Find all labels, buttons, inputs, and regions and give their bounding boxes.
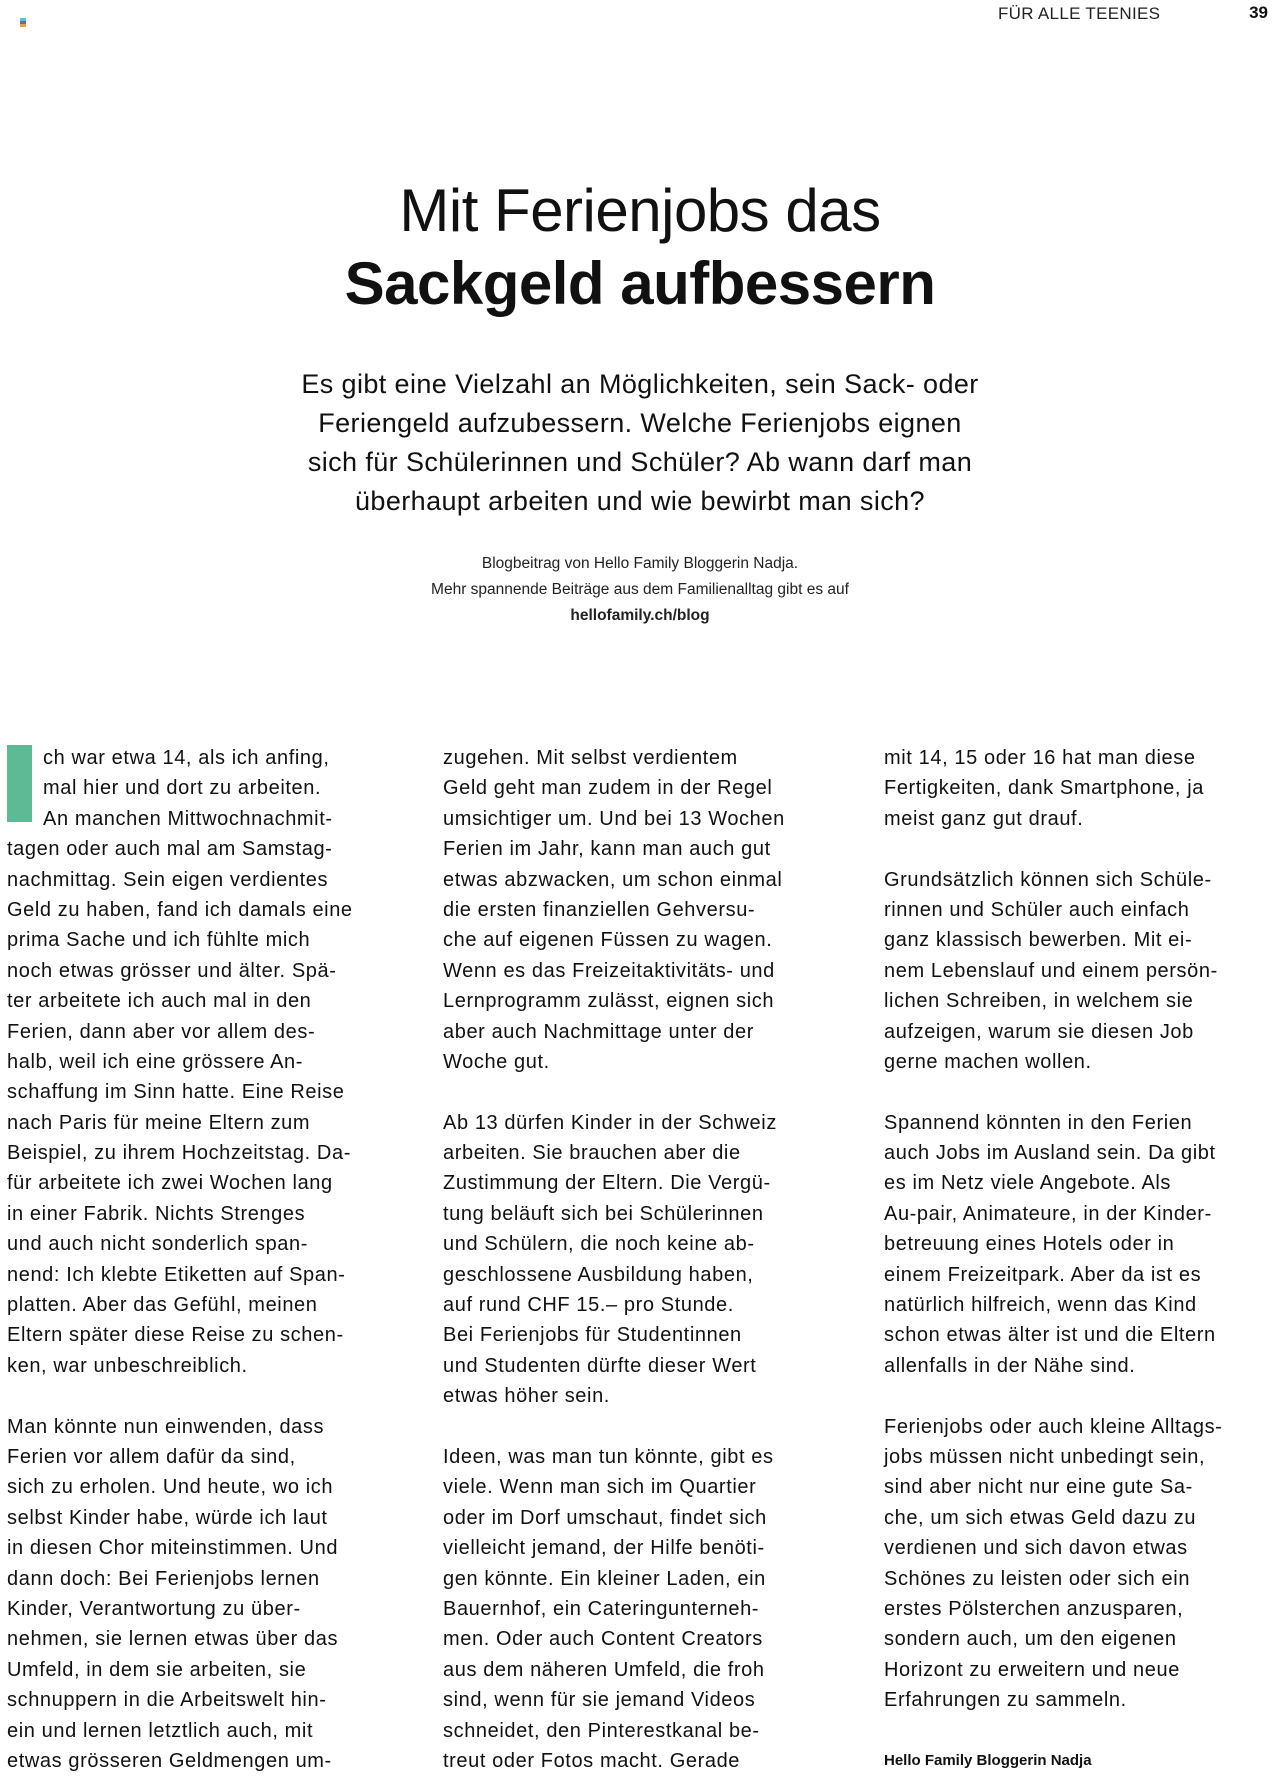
article-title bbox=[0, 174, 1280, 320]
text-line: Fertigkeiten, dank Smartphone, ja bbox=[884, 777, 1204, 800]
lead-line: Feriengeld aufzubessern. Welche Ferienjobs eignen bbox=[318, 408, 962, 438]
text-line: che auf eigenen Füssen zu wagen. bbox=[443, 929, 773, 952]
text-line: sind aber nicht nur eine gute Sa- bbox=[884, 1476, 1193, 1499]
color-mark-icon bbox=[20, 18, 26, 27]
title-line-2: Sackgeld aufbessern bbox=[344, 250, 936, 317]
paragraph-gap bbox=[884, 834, 1222, 864]
text-line: es im Netz viele Angebote. Als bbox=[884, 1172, 1172, 1195]
column-3 bbox=[884, 743, 1222, 1776]
text-line: Horizont zu erweitern und neue bbox=[884, 1658, 1180, 1681]
text-line: Beispiel, zu ihrem Hochzeitstag. Da- bbox=[7, 1142, 351, 1165]
text-line: prima Sache und ich fühlte mich bbox=[7, 929, 311, 952]
text-line: Ab 13 dürfen Kinder in der Schweiz bbox=[443, 1111, 777, 1134]
text-line: verdienen und sich davon etwas bbox=[884, 1537, 1188, 1560]
text-line: Erfahrungen zu sammeln. bbox=[884, 1689, 1127, 1712]
text-line: dann doch: Bei Ferienjobs lernen bbox=[7, 1567, 320, 1590]
text-line: Geld geht man zudem in der Regel bbox=[443, 777, 773, 800]
text-line: mal hier und dort zu arbeiten. bbox=[43, 777, 322, 800]
text-line: tung beläuft sich bei Schülerinnen bbox=[443, 1202, 764, 1225]
byline-more: Mehr spannende Beiträge aus dem Familienalltag gibt es auf bbox=[431, 581, 849, 598]
text-line: arbeiten. Sie brauchen aber die bbox=[443, 1142, 741, 1165]
text-line: Spannend könnten in den Ferien bbox=[884, 1111, 1193, 1134]
paragraph-gap bbox=[884, 1077, 1222, 1107]
paragraph-gap bbox=[7, 1381, 353, 1411]
text-line: schneidet, den Pinterestkanal be- bbox=[443, 1719, 760, 1742]
title-line-1: Mit Ferienjobs das bbox=[399, 177, 881, 244]
text-line: halb, weil ich eine grössere An- bbox=[7, 1050, 304, 1073]
text-line: rinnen und Schüler auch einfach bbox=[884, 898, 1190, 921]
lead-line: Es gibt eine Vielzahl an Möglichkeiten, sein Sack- oder bbox=[301, 369, 979, 399]
text-line: Ferien im Jahr, kann man auch gut bbox=[443, 838, 771, 861]
blog-link[interactable]: hellofamily.ch/blog bbox=[570, 607, 710, 624]
text-line: geschlossene Ausbildung haben, bbox=[443, 1263, 754, 1286]
text-line: Umfeld, in dem sie arbeiten, sie bbox=[7, 1658, 307, 1681]
text-line: nend: Ich klebte Etiketten auf Span- bbox=[7, 1263, 346, 1286]
paragraph-gap bbox=[884, 1381, 1222, 1411]
text-line: Man könnte nun einwenden, dass bbox=[7, 1415, 325, 1438]
text-line: platten. Aber das Gefühl, meinen bbox=[7, 1294, 318, 1317]
text-line: ch war etwa 14, als ich anfing, bbox=[43, 747, 330, 769]
text-line: ken, war unbeschreiblich. bbox=[7, 1354, 248, 1377]
text-line: Geld zu haben, fand ich damals eine bbox=[7, 898, 353, 921]
text-line: tagen oder auch mal am Samstag- bbox=[7, 838, 333, 861]
text-line: die ersten finanziellen Gehversu- bbox=[443, 898, 756, 921]
text-line: meist ganz gut drauf. bbox=[884, 807, 1084, 830]
text-line: schnuppern in die Arbeitswelt hin- bbox=[7, 1689, 327, 1712]
text-line: nach Paris für meine Eltern zum bbox=[7, 1111, 311, 1134]
text-line: sind, wenn für sie jemand Videos bbox=[443, 1689, 756, 1712]
text-line: natürlich hilfreich, wenn das Kind bbox=[884, 1294, 1197, 1317]
text-line: Zustimmung der Eltern. Die Vergü- bbox=[443, 1172, 771, 1195]
text-line: oder im Dorf umschaut, findet sich bbox=[443, 1506, 767, 1529]
text-line: Ferienjobs oder auch kleine Alltags- bbox=[884, 1415, 1223, 1438]
text-line: nem Lebenslauf und einem persön- bbox=[884, 959, 1218, 982]
text-line: einem Freizeitpark. Aber da ist es bbox=[884, 1263, 1202, 1286]
text-line: auch Jobs im Ausland sein. Da gibt bbox=[884, 1142, 1216, 1165]
text-line: che, um sich etwas Geld dazu zu bbox=[884, 1506, 1197, 1529]
text-line: treut oder Fotos macht. Gerade bbox=[443, 1749, 741, 1772]
text-line: Woche gut. bbox=[443, 1050, 550, 1073]
text-line: auf rund CHF 15.– pro Stunde. bbox=[443, 1294, 734, 1317]
text-line: erstes Pölsterchen anzusparen, bbox=[884, 1597, 1184, 1620]
text-line: gerne machen wollen. bbox=[884, 1050, 1092, 1073]
byline-author: Blogbeitrag von Hello Family Bloggerin Nadja. bbox=[481, 555, 799, 572]
text-line: schaffung im Sinn hatte. Eine Reise bbox=[7, 1081, 345, 1104]
page-number: 39 bbox=[1249, 3, 1268, 22]
text-line: und auch nicht sonderlich span- bbox=[7, 1233, 309, 1256]
author-signature: Hello Family Bloggerin Nadja bbox=[884, 1751, 1092, 1769]
text-line: nehmen, sie lernen etwas über das bbox=[7, 1628, 339, 1651]
text-line: sondern auch, um den eigenen bbox=[884, 1628, 1177, 1651]
text-line: sich zu erholen. Und heute, wo ich bbox=[7, 1476, 334, 1499]
text-line: betreuung eines Hotels oder in bbox=[884, 1233, 1175, 1256]
text-line: viele. Wenn man sich im Quartier bbox=[443, 1476, 757, 1499]
text-line: aufzeigen, warum sie diesen Job bbox=[884, 1020, 1194, 1043]
section-label: FÜR ALLE TEENIES bbox=[998, 4, 1161, 23]
text-line: allenfalls in der Nähe sind. bbox=[884, 1354, 1136, 1377]
text-line: lichen Schreiben, in welchem sie bbox=[884, 990, 1194, 1013]
text-line: jobs müssen nicht unbedingt sein, bbox=[884, 1445, 1206, 1468]
column-1 bbox=[7, 743, 353, 1776]
text-line: men. Oder auch Content Creators bbox=[443, 1628, 763, 1651]
text-line: schon etwas älter ist und die Eltern bbox=[884, 1324, 1216, 1347]
text-line: An manchen Mittwochnachmit- bbox=[43, 807, 333, 830]
text-line: ein und lernen letztlich auch, mit bbox=[7, 1719, 314, 1742]
text-line: mit 14, 15 oder 16 hat man diese bbox=[884, 747, 1196, 769]
text-line: gen könnte. Ein kleiner Laden, ein bbox=[443, 1567, 766, 1590]
text-line: ter arbeitete ich auch mal in den bbox=[7, 990, 312, 1013]
text-line: etwas grösseren Geldmengen um- bbox=[7, 1749, 332, 1772]
text-line: Kinder, Verantwortung zu über- bbox=[7, 1597, 301, 1620]
text-line: Grundsätzlich können sich Schüle- bbox=[884, 868, 1212, 891]
text-line: Schönes zu leisten oder sich ein bbox=[884, 1567, 1191, 1590]
text-line: Bauernhof, ein Cateringunterneh- bbox=[443, 1597, 760, 1620]
paragraph-gap bbox=[443, 1077, 785, 1107]
paragraph-gap bbox=[884, 1716, 1222, 1746]
text-line: selbst Kinder habe, würde ich laut bbox=[7, 1506, 328, 1529]
text-line: umsichtiger um. Und bei 13 Wochen bbox=[443, 807, 785, 830]
text-line: und Schülern, die noch keine ab- bbox=[443, 1233, 755, 1256]
text-line: Ferien vor allem dafür da sind, bbox=[7, 1445, 296, 1468]
text-line: aber auch Nachmittage unter der bbox=[443, 1020, 754, 1043]
text-line: vielleicht jemand, der Hilfe benöti- bbox=[443, 1537, 765, 1560]
text-line: in einer Fabrik. Nichts Strenges bbox=[7, 1202, 306, 1225]
lead-line: sich für Schülerinnen und Schüler? Ab wann darf man bbox=[307, 447, 973, 477]
text-line: etwas abzwacken, um schon einmal bbox=[443, 868, 783, 891]
column-2 bbox=[443, 743, 785, 1776]
text-line: Wenn es das Freizeitaktivitäts- und bbox=[443, 959, 775, 982]
text-line: Eltern später diese Reise zu schen- bbox=[7, 1324, 344, 1347]
text-line: noch etwas grösser und älter. Spä- bbox=[7, 959, 337, 982]
text-line: Lernprogramm zulässt, eignen sich bbox=[443, 990, 775, 1013]
text-line: Au-pair, Animateure, in der Kinder- bbox=[884, 1202, 1212, 1225]
text-line: ganz klassisch bewerben. Mit ei- bbox=[884, 929, 1193, 952]
lead-line: überhaupt arbeiten und wie bewirbt man sich? bbox=[355, 486, 925, 516]
text-line: zugehen. Mit selbst verdientem bbox=[443, 747, 738, 769]
text-line: für arbeitete ich zwei Wochen lang bbox=[7, 1172, 333, 1195]
text-line: nachmittag. Sein eigen verdientes bbox=[7, 868, 329, 891]
text-line: Ideen, was man tun könnte, gibt es bbox=[443, 1445, 774, 1468]
lead-paragraph bbox=[0, 365, 1280, 521]
paragraph-gap bbox=[443, 1412, 785, 1442]
text-line: und Studenten dürfte dieser Wert bbox=[443, 1354, 757, 1377]
text-line: Ferien, dann aber vor allem des- bbox=[7, 1020, 316, 1043]
text-line: Bei Ferienjobs für Studentinnen bbox=[443, 1324, 742, 1347]
text-line: etwas höher sein. bbox=[443, 1385, 610, 1408]
text-line: in diesen Chor miteinstimmen. Und bbox=[7, 1537, 339, 1560]
byline bbox=[0, 551, 1280, 629]
text-line: aus dem näheren Umfeld, die froh bbox=[443, 1658, 765, 1681]
